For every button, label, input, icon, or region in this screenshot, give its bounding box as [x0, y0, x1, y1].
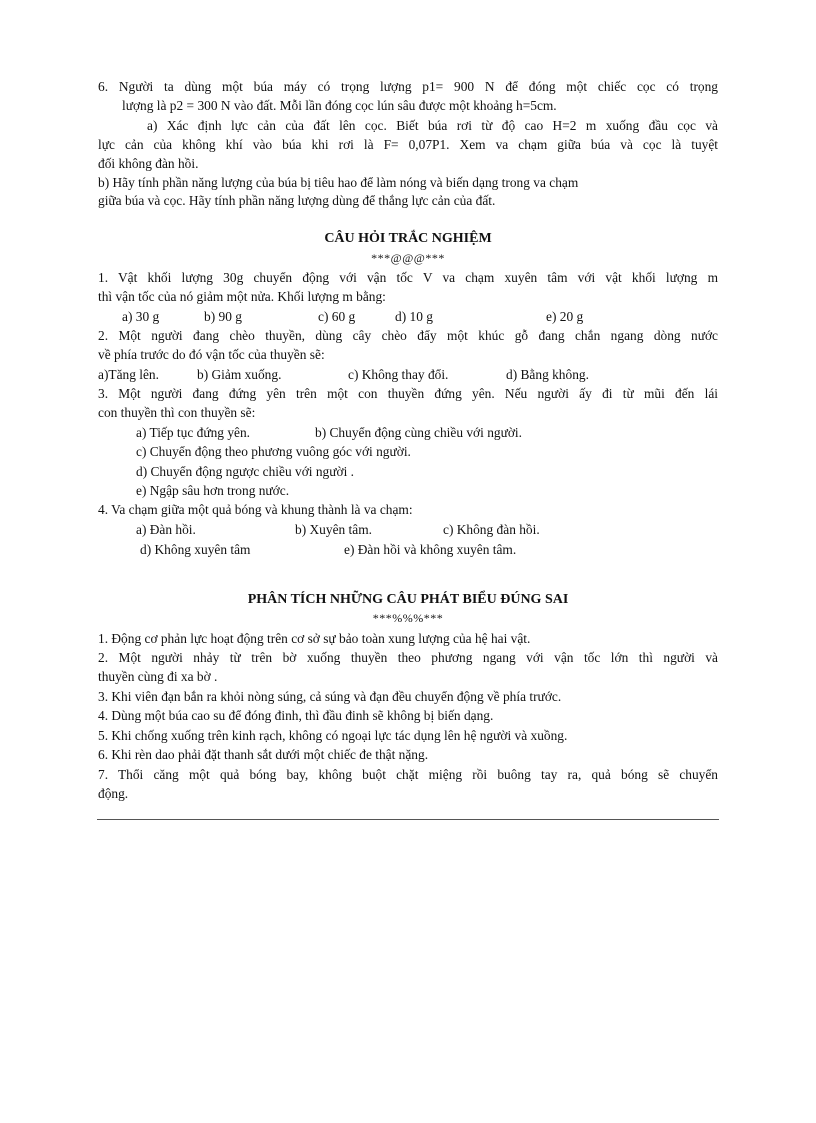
question-3-option-a: a) Tiếp tục đứng yên. [136, 425, 251, 440]
question-3-option-d: d) Chuyển động ngược chiều với người . [136, 464, 354, 479]
statement-2-line-2: thuyền cùng đi xa bờ . [98, 669, 218, 684]
question-3-option-e: e) Ngập sâu hơn trong nước. [136, 483, 290, 498]
question-2-option-b: b) Giảm xuống. [197, 367, 282, 382]
question-3-line-2: con thuyền thì con thuyền sẽ: [98, 405, 256, 420]
section-decoration-1: ***@@@*** [371, 251, 445, 265]
question-4-line-1: 4. Va chạm giữa một quả bóng và khung thành là va chạm: [98, 502, 413, 517]
statement-2-line-1: 2. Một người nhảy từ trên bờ xuống thuyền theo phương ngang với vận tốc lớn thì người và [98, 650, 718, 665]
question-2-option-d: d) Bằng không. [506, 367, 589, 382]
question-4-option-e: e) Đàn hồi và không xuyên tâm. [344, 542, 517, 557]
statement-3: 3. Khi viên đạn bắn ra khỏi nòng súng, cả súng và đạn đều chuyển động về phía trước. [98, 689, 562, 704]
question-3-line-1: 3. Một người đang đứng yên trên một con thuyền đứng yên. Nếu người ấy đi từ mũi đến lái [98, 386, 718, 401]
question-2-option-c: c) Không thay đổi. [348, 367, 449, 382]
problem6-line-4: lực cản của không khí vào búa khi rơi là F= 0,07P1. Xem va chạm giữa búa và cọc là tuyệt [98, 137, 718, 152]
question-1-option-b: b) 90 g [204, 309, 242, 324]
question-1-option-c: c) 60 g [318, 309, 356, 324]
problem6-line-6: b) Hãy tính phần năng lượng của búa bị tiêu hao để làm nóng và biến dạng trong va chạm [98, 175, 579, 190]
statement-6: 6. Khi rèn dao phải đặt thanh sắt dưới một chiếc đe thật nặng. [98, 747, 429, 762]
horizontal-rule [97, 819, 719, 820]
question-1-option-e: e) 20 g [546, 309, 584, 324]
statement-4: 4. Dùng một búa cao su để đóng đinh, thì đầu đinh sẽ không bị biến dạng. [98, 708, 494, 723]
section-decoration-2: ***%%%*** [372, 611, 444, 625]
section-title-multiple-choice: CÂU HỎI TRẮC NGHIỆM [324, 231, 492, 246]
question-4-option-b: b) Xuyên tâm. [295, 522, 372, 537]
statement-1: 1. Động cơ phản lực hoạt động trên cơ sở sự bảo toàn xung lượng của hệ hai vật. [98, 631, 531, 646]
question-2-line-2: về phía trước do đó vận tốc của thuyền sẽ: [98, 347, 325, 362]
question-4-option-a: a) Đàn hồi. [136, 522, 196, 537]
question-3-option-b: b) Chuyển động cùng chiều với người. [315, 425, 522, 440]
question-2-option-a: a)Tăng lên. [98, 367, 159, 382]
question-1-line-1: 1. Vật khối lượng 30g chuyển động với vận tốc V va chạm xuyên tâm với vật khối lượng m [98, 270, 718, 285]
question-1-line-2: thì vận tốc của nó giảm một nửa. Khối lượng m bằng: [98, 289, 386, 304]
statement-5: 5. Khi chống xuống trên kinh rạch, không có ngoại lực tác dụng lên hệ người và xuồng. [98, 728, 568, 743]
problem6-line-3: a) Xác định lực cản của đất lên cọc. Biết búa rơi từ độ cao H=2 m xuống đầu cọc và [147, 118, 718, 133]
question-1-option-a: a) 30 g [122, 309, 160, 324]
question-3-option-c: c) Chuyển động theo phương vuông góc với người. [136, 444, 411, 459]
problem6-line-2: lượng là p2 = 300 N vào đất. Mỗi lần đóng cọc lún sâu được một khoảng h=5cm. [122, 98, 557, 113]
statement-7-line-1: 7. Thổi căng một quả bóng bay, không buột chặt miệng rồi buông tay ra, quả bóng sẽ chuyển [98, 767, 718, 782]
statement-7-line-2: động. [98, 786, 129, 801]
section-title-true-false: PHÂN TÍCH NHỮNG CÂU PHÁT BIỂU ĐÚNG SAI [247, 592, 569, 607]
problem6-line-1: 6. Người ta dùng một búa máy có trọng lượng p1= 900 N để đóng một chiếc cọc có trọng [98, 79, 718, 94]
question-4-option-d: d) Không xuyên tâm [140, 542, 251, 557]
question-1-option-d: d) 10 g [395, 309, 433, 324]
question-2-line-1: 2. Một người đang chèo thuyền, dùng cây chèo đẩy một khúc gỗ đang chắn ngang dòng nước [98, 328, 718, 343]
problem6-line-5: đối không đàn hồi. [98, 156, 199, 171]
question-4-option-c: c) Không đàn hồi. [443, 522, 540, 537]
problem6-line-7: giữa búa và cọc. Hãy tính phần năng lượng dùng để thắng lực cản của đất. [98, 193, 496, 208]
